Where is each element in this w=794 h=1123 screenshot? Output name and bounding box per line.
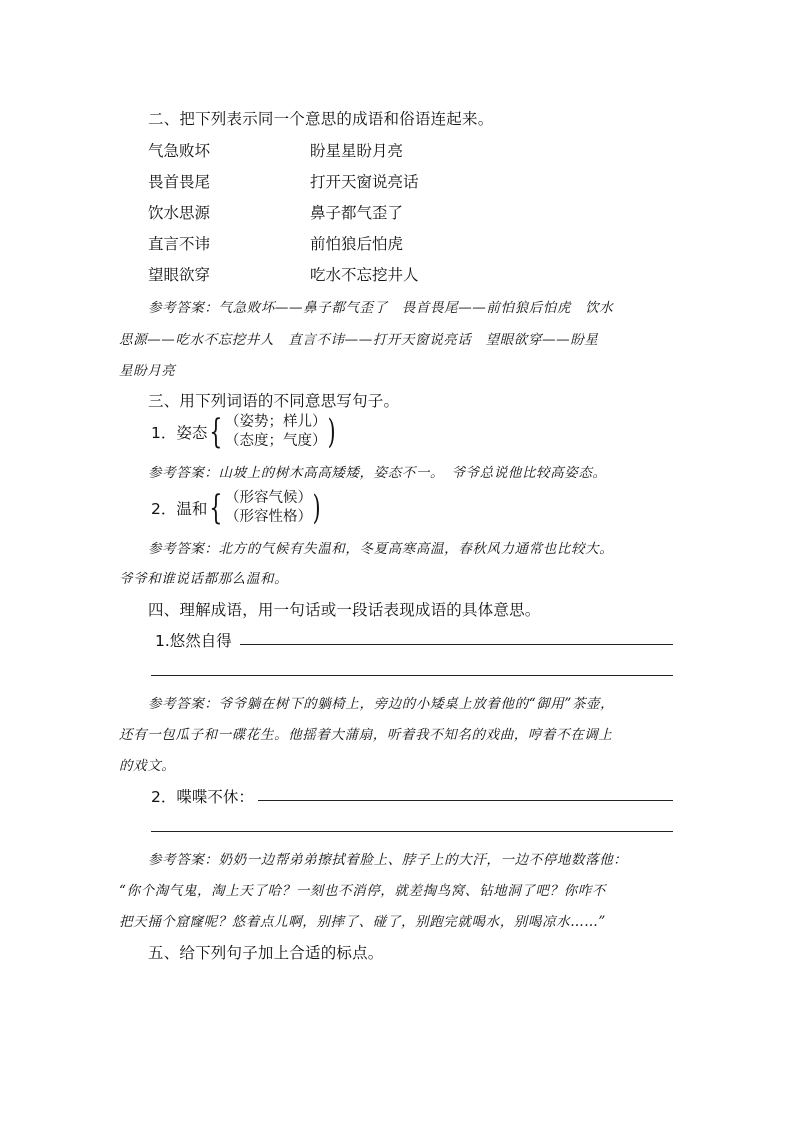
section3-item1-answer: 参考答案：山坡上的树木高高矮矮，姿态不一。 爷爷总说他比较高姿态。 [148, 465, 607, 481]
section4-item2-answer-line-3: 把天捅个窟窿呢？悠着点儿啊，别摔了、碰了，别跑完就喝水，别喝凉水……” [119, 914, 606, 930]
saying-right-4: 前怕狼后怕虎 [310, 235, 404, 253]
section3-item2-answer-line-2: 爷爷和谁说话都那么温和。 [119, 571, 289, 587]
section4-heading: 四、理解成语，用一句话或一段话表现成语的具体意思。 [148, 601, 541, 619]
idiom-left-5: 望眼欲穿 [148, 266, 211, 284]
meaning-2: （态度；气度） [225, 433, 327, 449]
right-brace-icon: ) [312, 488, 321, 528]
answer-blank-line[interactable] [151, 831, 673, 832]
right-brace-icon: ) [327, 412, 336, 452]
idiom-left-3: 饮水思源 [148, 204, 211, 222]
meaning-1: （姿势；样儿） [225, 414, 327, 430]
left-brace-icon: { [209, 412, 223, 452]
word-item-1-label: 1．姿态 [151, 424, 208, 442]
section4-item2-answer-line-2: “你个淘气鬼，淘上天了哈？一刻也不消停，就差掏鸟窝、钻地洞了吧？你咋不 [119, 883, 606, 899]
section2-answer-line-2: 思源——吃水不忘挖井人 直言不讳——打开天窗说亮话 望眼欲穿——盼星 [119, 332, 599, 348]
section4-item1-answer-line-1: 参考答案：爷爷躺在树下的躺椅上，旁边的小矮桌上放着他的“御用”茶壶， [148, 696, 615, 712]
section4-item2-label: 2．喋喋不休： [151, 788, 254, 806]
section2-heading: 二、把下列表示同一个意思的成语和俗语连起来。 [148, 110, 494, 128]
word-item-1 [151, 413, 336, 451]
section5-heading: 五、给下列句子加上合适的标点。 [148, 944, 384, 962]
idiom-left-1: 气急败坏 [148, 142, 211, 160]
section4-item1-answer-line-2: 还有一包瓜子和一碟花生。他摇着大蒲扇，听着我不知名的戏曲，哼着不在调上 [119, 727, 613, 743]
saying-right-3: 鼻子都气歪了 [310, 204, 404, 222]
section2-answer-line-3: 星盼月亮 [119, 363, 176, 379]
answer-blank-line[interactable] [258, 800, 673, 801]
meaning-2: （形容性格） [225, 509, 313, 525]
section4-item1-label: 1.悠然自得 [155, 632, 232, 650]
answer-blank-line[interactable] [151, 675, 673, 676]
section4-item1-answer-line-3: 的戏文。 [119, 758, 176, 774]
section3-heading: 三、用下列词语的不同意思写句子。 [148, 392, 400, 410]
answer-blank-line[interactable] [240, 644, 673, 645]
meaning-1: （形容气候） [225, 490, 313, 506]
saying-right-1: 盼星星盼月亮 [310, 142, 404, 160]
section3-item2-answer-line-1: 参考答案：北方的气候有失温和，冬夏高寒高温，春秋风力通常也比较大。 [148, 541, 614, 557]
idiom-left-2: 畏首畏尾 [148, 173, 211, 191]
word-item-2 [151, 489, 321, 527]
idiom-left-4: 直言不讳 [148, 235, 211, 253]
saying-right-2: 打开天窗说亮话 [310, 173, 419, 191]
section2-answer-line-1: 参考答案：气急败坏——鼻子都气歪了 畏首畏尾——前怕狼后怕虎 饮水 [148, 300, 614, 316]
word-item-2-label: 2．温和 [151, 500, 208, 518]
left-brace-icon: { [209, 488, 223, 528]
section4-item2-answer-line-1: 参考答案：奶奶一边帮弟弟擦拭着脸上、脖子上的大汗，一边不停地数落他： [148, 852, 628, 868]
saying-right-5: 吃水不忘挖井人 [310, 266, 419, 284]
